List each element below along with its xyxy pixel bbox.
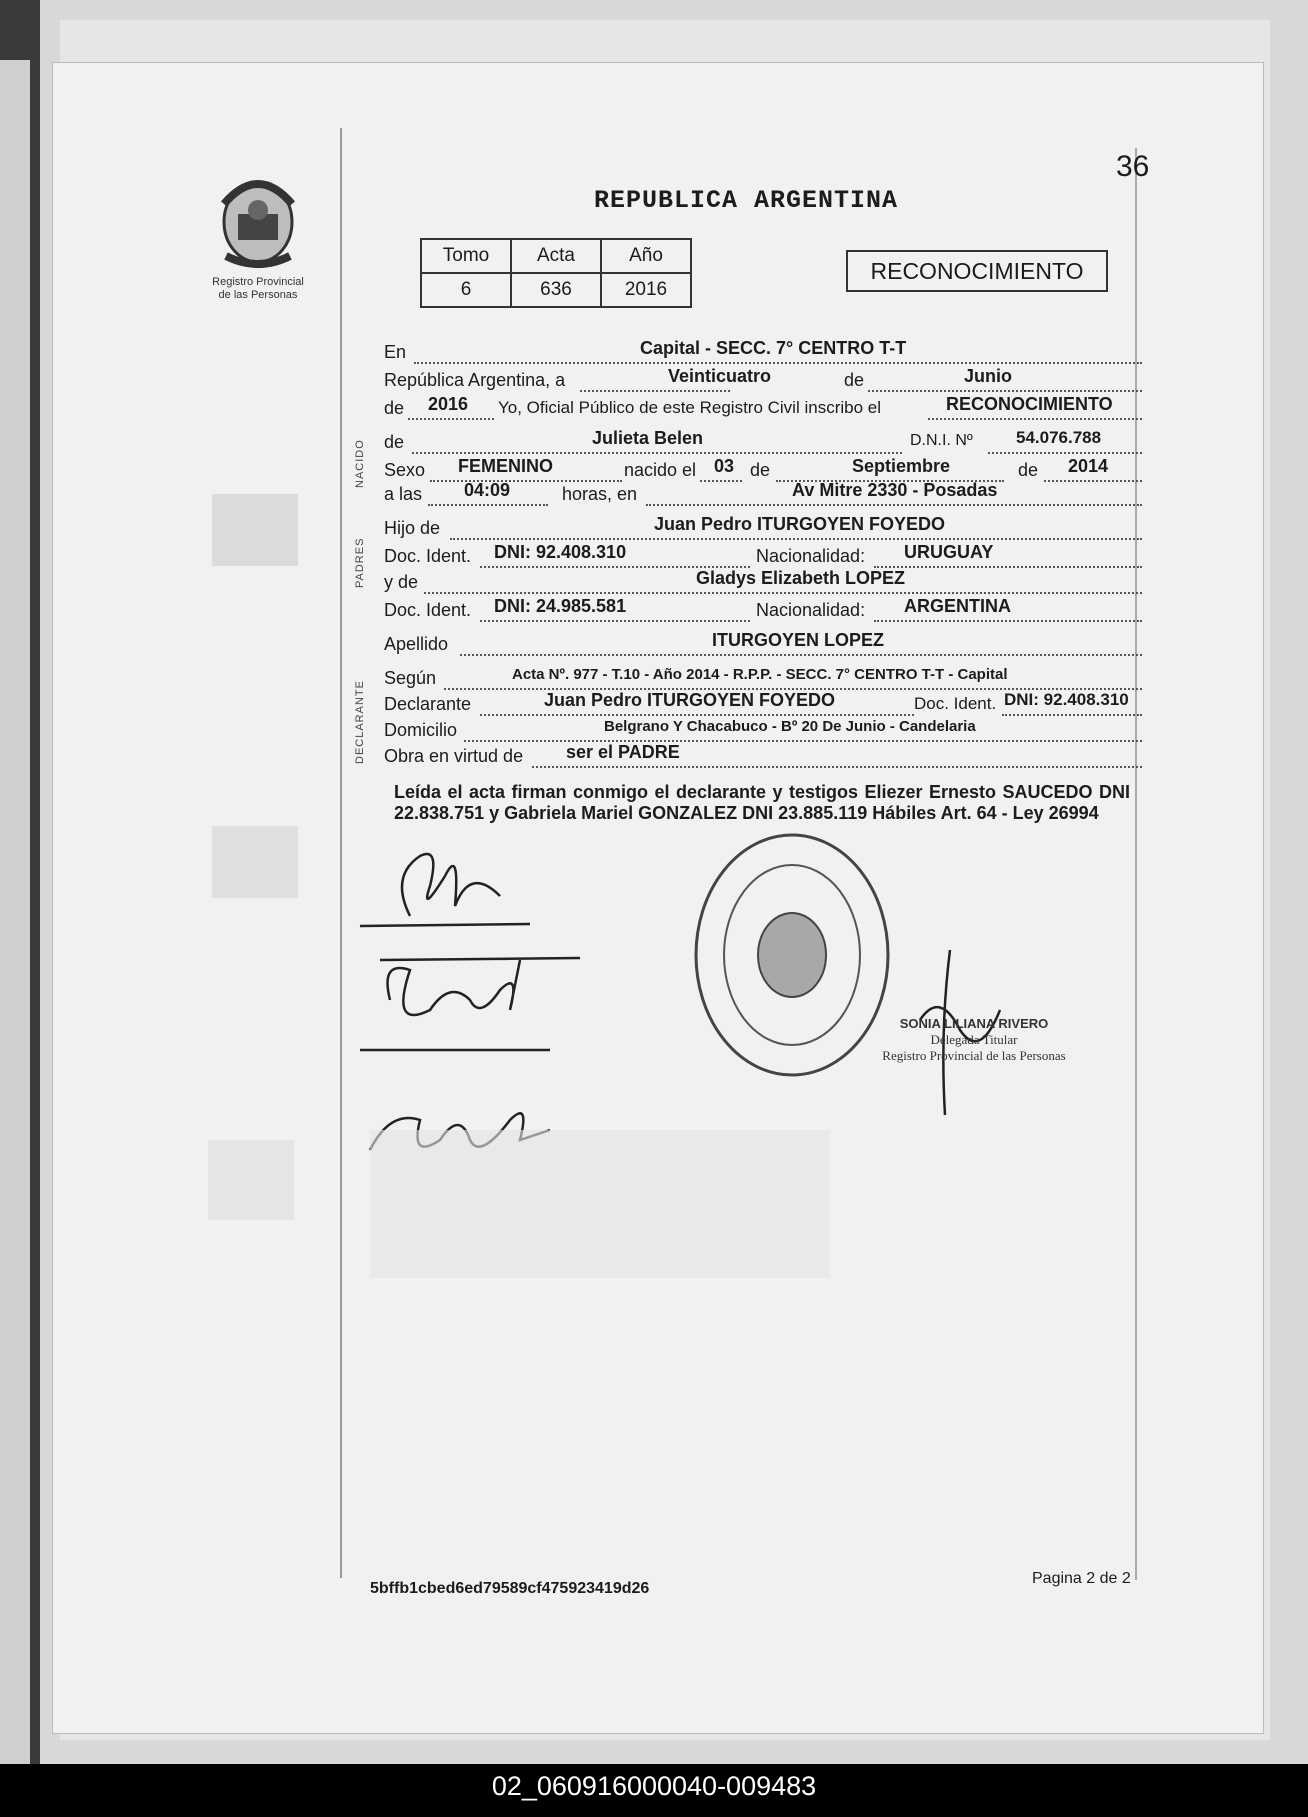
pagination: Pagina 2 de 2 bbox=[1032, 1570, 1131, 1587]
label-republica: República Argentina, a bbox=[384, 370, 566, 390]
label-yo-oficial: Yo, Oficial Público de este Registro Civil inscribo el bbox=[498, 398, 881, 417]
record-table-value-row bbox=[421, 273, 691, 307]
label-a-las: a las bbox=[384, 484, 423, 504]
faded-stamp-mark bbox=[212, 494, 298, 566]
field-row-nombre bbox=[384, 428, 1142, 458]
official-office: Registro Provincial de las Personas bbox=[882, 1048, 1066, 1063]
field-row-padre bbox=[384, 514, 1142, 544]
logo-caption bbox=[196, 276, 320, 302]
label-de: de bbox=[750, 460, 771, 480]
side-label-padres: PADRES bbox=[354, 537, 366, 588]
dotted-rule bbox=[414, 362, 1142, 364]
field-row-declarante bbox=[384, 690, 1142, 720]
value-madre-nacionalidad: ARGENTINA bbox=[904, 596, 1011, 616]
value-nac-anio: 2014 bbox=[1068, 456, 1109, 476]
label-nacionalidad: Nacionalidad: bbox=[756, 600, 866, 620]
label-declarante: Declarante bbox=[384, 694, 472, 714]
value-dni: 54.076.788 bbox=[1016, 428, 1102, 447]
record-table bbox=[420, 238, 692, 308]
label-apellido: Apellido bbox=[384, 634, 449, 654]
dotted-rule bbox=[928, 418, 1142, 420]
faded-barcode-ghost bbox=[370, 1130, 830, 1278]
field-row-inscripcion bbox=[384, 394, 1142, 424]
dotted-rule bbox=[868, 390, 1142, 392]
field-row-madre bbox=[384, 568, 1142, 598]
value-sexo: FEMENINO bbox=[458, 456, 554, 476]
label-doc-ident: Doc. Ident. bbox=[384, 600, 472, 620]
label-hijo-de: Hijo de bbox=[384, 518, 441, 538]
field-row-obra bbox=[384, 742, 1142, 772]
label-nacionalidad: Nacionalidad: bbox=[756, 546, 866, 566]
label-horas-en: horas, en bbox=[562, 484, 638, 504]
field-row-hora bbox=[384, 480, 1142, 510]
logo-caption-line1: Registro Provincial bbox=[212, 276, 304, 288]
dotted-rule bbox=[480, 714, 914, 716]
dotted-rule bbox=[580, 390, 730, 392]
dotted-rule bbox=[408, 418, 494, 420]
field-row-lugar bbox=[384, 338, 1142, 368]
dotted-rule bbox=[874, 620, 1142, 622]
value-lugar: Capital - SECC. 7° CENTRO T-T bbox=[640, 338, 907, 358]
header-anio: Año bbox=[601, 239, 691, 273]
dotted-rule bbox=[480, 620, 750, 622]
faded-stamp-mark bbox=[212, 826, 298, 898]
official-name: SONIA LILIANA RIVERO bbox=[899, 1016, 1049, 1031]
official-signature-block bbox=[844, 1016, 1104, 1064]
closing-paragraph: Leída el acta firman conmigo el declarante y testigos Eliezer Ernesto SAUCEDO DNI 22.838.751 y Gabriela Mariel GONZALEZ DNI 23.885.119 Hábiles Art. 64 - Ley 26994 bbox=[394, 782, 1130, 823]
side-label-nacido: NACIDO bbox=[354, 439, 366, 488]
field-row-madre-doc bbox=[384, 596, 1142, 626]
header-acta: Acta bbox=[511, 239, 601, 273]
document-page bbox=[52, 62, 1264, 1734]
coat-of-arms-logo bbox=[210, 164, 306, 274]
value-padre-nacionalidad: URUGUAY bbox=[904, 542, 994, 562]
dotted-rule bbox=[1002, 714, 1142, 716]
dotted-rule bbox=[460, 654, 1142, 656]
field-row-apellido bbox=[384, 630, 1142, 660]
record-table-header-row bbox=[421, 239, 691, 273]
label-de: de bbox=[1018, 460, 1039, 480]
scan-id-footer: 02_060916000040-009483 bbox=[0, 1764, 1308, 1817]
signature-declarante bbox=[350, 836, 540, 936]
field-row-fecha bbox=[384, 366, 1142, 396]
value-apellido: ITURGOYEN LOPEZ bbox=[712, 630, 885, 650]
label-de: de bbox=[384, 398, 405, 418]
value-declarante-doc: DNI: 92.408.310 bbox=[1004, 690, 1129, 709]
left-margin-rule bbox=[340, 128, 342, 1578]
value-domicilio: Belgrano Y Chacabuco - Bº 20 De Junio - Candelaria bbox=[604, 718, 976, 735]
field-row-domicilio bbox=[384, 720, 1142, 746]
dotted-rule bbox=[412, 452, 902, 454]
label-domicilio: Domicilio bbox=[384, 720, 458, 740]
label-nacido-el: nacido el bbox=[624, 460, 697, 480]
value-tomo: 6 bbox=[421, 273, 511, 307]
side-label-declarante: DECLARANTE bbox=[354, 680, 366, 764]
act-type-box: RECONOCIMIENTO bbox=[846, 250, 1108, 292]
dotted-rule bbox=[1044, 480, 1142, 482]
faded-stamp-mark bbox=[208, 1140, 294, 1220]
value-madre: Gladys Elizabeth LOPEZ bbox=[696, 568, 906, 588]
page-title: REPUBLICA ARGENTINA bbox=[594, 186, 899, 215]
value-madre-doc: DNI: 24.985.581 bbox=[494, 596, 627, 616]
label-doc-ident: Doc. Ident. bbox=[384, 546, 472, 566]
value-tipo: RECONOCIMIENTO bbox=[946, 394, 1113, 414]
label-sexo: Sexo bbox=[384, 460, 426, 480]
value-acta: 636 bbox=[511, 273, 601, 307]
value-segun: Acta Nº. 977 - T.10 - Año 2014 - R.P.P. - SECC. 7° CENTRO T-T - Capital bbox=[512, 666, 1008, 683]
label-de: de bbox=[384, 432, 405, 452]
value-declarante: Juan Pedro ITURGOYEN FOYEDO bbox=[544, 690, 836, 710]
value-anio: 2016 bbox=[601, 273, 691, 307]
value-obra: ser el PADRE bbox=[566, 742, 680, 762]
value-mes: Junio bbox=[964, 366, 1012, 386]
dotted-rule bbox=[450, 538, 1142, 540]
dotted-rule bbox=[428, 504, 548, 506]
label-segun: Según bbox=[384, 668, 437, 688]
dotted-rule bbox=[700, 480, 742, 482]
header-tomo: Tomo bbox=[421, 239, 511, 273]
dotted-rule bbox=[532, 766, 1142, 768]
value-dia: Veinticuatro bbox=[668, 366, 772, 386]
label-de: de bbox=[844, 370, 865, 390]
label-en: En bbox=[384, 342, 407, 362]
dotted-rule bbox=[430, 480, 622, 482]
value-lugar-nacimiento: Av Mitre 2330 - Posadas bbox=[792, 480, 998, 500]
value-anio: 2016 bbox=[428, 394, 469, 414]
dotted-rule bbox=[424, 592, 1142, 594]
logo-caption-line2: de las Personas bbox=[218, 289, 298, 301]
value-nac-dia: 03 bbox=[714, 456, 735, 476]
value-padre: Juan Pedro ITURGOYEN FOYEDO bbox=[654, 514, 946, 534]
label-y-de: y de bbox=[384, 572, 419, 592]
official-role: Delegada Titular bbox=[930, 1032, 1018, 1047]
document-hash: 5bffb1cbed6ed79589cf475923419d26 bbox=[370, 1580, 650, 1597]
signature-testigo-1 bbox=[350, 940, 590, 1060]
value-nac-mes: Septiembre bbox=[852, 456, 951, 476]
value-padre-doc: DNI: 92.408.310 bbox=[494, 542, 627, 562]
label-obra-en-virtud: Obra en virtud de bbox=[384, 746, 524, 766]
value-hora: 04:09 bbox=[464, 480, 511, 500]
dotted-rule bbox=[646, 504, 1142, 506]
label-dni: D.N.I. Nº bbox=[910, 432, 973, 449]
value-nombre: Julieta Belen bbox=[592, 428, 704, 448]
left-page-edge bbox=[0, 60, 30, 1764]
label-doc-ident-declarante: Doc. Ident. bbox=[914, 694, 997, 713]
dotted-rule bbox=[988, 452, 1142, 454]
dotted-rule bbox=[874, 566, 1142, 568]
page-number: 36 bbox=[1116, 150, 1150, 183]
